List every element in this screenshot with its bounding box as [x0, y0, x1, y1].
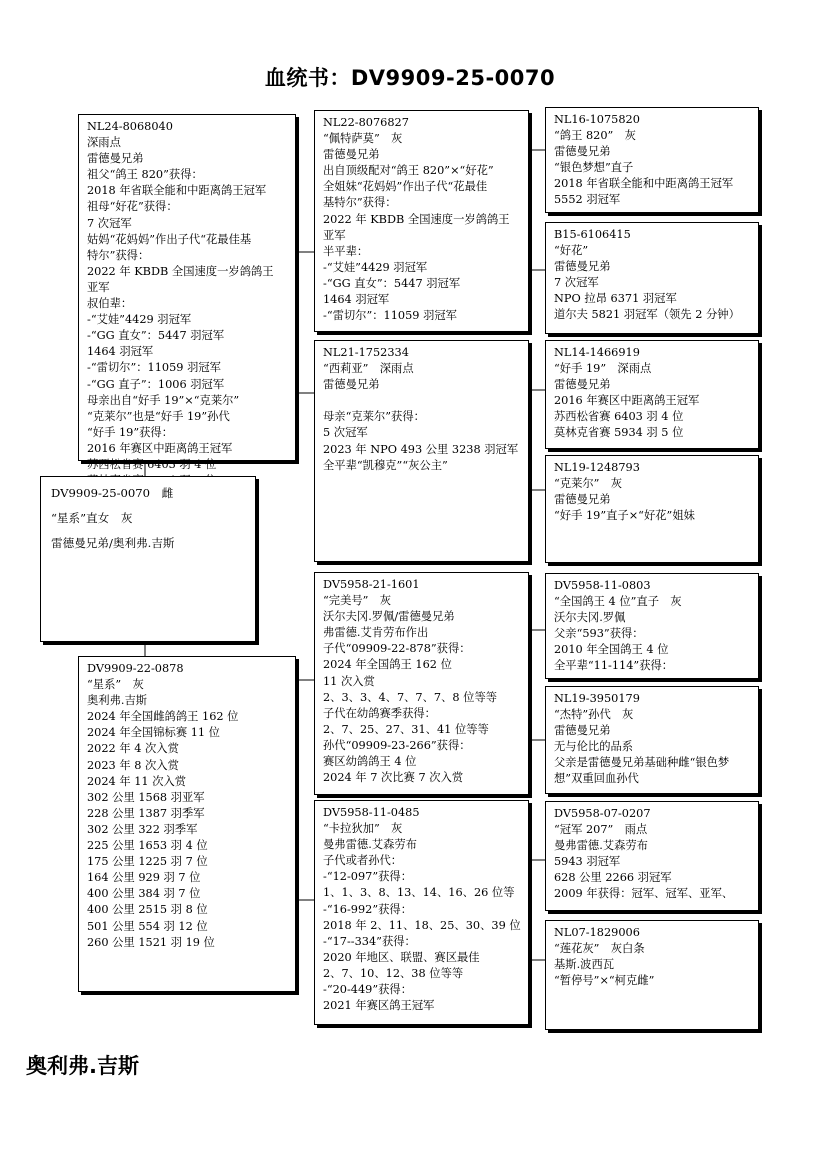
- pedigree-line: 2024 年全国鸽王 162 位: [323, 658, 452, 672]
- pedigree-line: 赛区幼鸽鸽王 4 位: [323, 755, 417, 769]
- g3-8-lines: [554, 925, 752, 989]
- pedigree-line: 2009 年获得：冠军、冠军、亚军、: [554, 887, 734, 901]
- pedigree-line: 1、1、3、8、13、14、16、26 位等: [323, 886, 515, 900]
- g3-4-lines: [554, 460, 752, 524]
- pedigree-line: 父亲“593”获得：: [554, 627, 644, 641]
- pedigree-line: 苏西松省赛 6403 羽 4 位: [554, 410, 684, 424]
- pedigree-line: 2016 年赛区中距离鸽王冠军: [554, 394, 700, 408]
- pedigree-line: 亚军: [323, 228, 346, 242]
- pedigree-line: NL19-1248793: [554, 461, 640, 474]
- pedigree-line: 400 公里 384 羽 7 位: [87, 887, 201, 901]
- pedigree-line: 302 公里 1568 羽亚军: [87, 790, 205, 804]
- pedigree-line: “克莱尔” 灰: [554, 477, 623, 491]
- pedigree-line: 雷德曼兄弟: [554, 260, 611, 274]
- pedigree-line: 5943 羽冠军: [554, 855, 621, 869]
- pedigree-line: 基斯.波西瓦: [554, 958, 615, 972]
- g3-7-lines: [554, 806, 752, 903]
- pedigree-line: DV5958-07-0207: [554, 807, 651, 820]
- dam-lines: [87, 661, 289, 951]
- pedigree-line: 半平辈：: [323, 244, 369, 258]
- pedigree-line: -“GG 直女”：5447 羽冠军: [323, 276, 461, 290]
- dam-sire-lines: [323, 577, 522, 786]
- g3-3-lines: [554, 345, 752, 442]
- pedigree-line: 道尔夫 5821 羽冠军（领先 2 分钟）: [554, 308, 740, 322]
- pedigree-line: 雷德曼兄弟: [323, 148, 380, 162]
- g3-5-lines: [554, 578, 752, 675]
- pedigree-line: 2024 年 7 次比赛 7 次入赏: [323, 771, 464, 785]
- pedigree-line: [323, 393, 522, 409]
- pedigree-line: 全平辈“凯穆克”“灰公主”: [323, 458, 448, 472]
- pedigree-line: 628 公里 2266 羽冠军: [554, 871, 672, 885]
- pedigree-line: 祖父“鸽王 820”获得：: [87, 168, 203, 182]
- pedigree-line: 深雨点: [87, 136, 121, 150]
- sire-sire-lines: [323, 115, 522, 324]
- pedigree-line: “鸽王 820” 灰: [554, 129, 636, 143]
- pedigree-line: 雷德曼兄弟: [554, 378, 611, 392]
- pedigree-box-dam-dam: [314, 800, 529, 1025]
- pedigree-box-sire: [78, 114, 296, 471]
- pedigree-line: B15-6106415: [554, 228, 631, 241]
- pedigree-line: NL24-8068040: [87, 120, 173, 133]
- pedigree-line: “冠军 207” 雨点: [554, 823, 648, 837]
- pedigree-line: DV5958-21-1601: [323, 578, 420, 591]
- pedigree-box-sire-dam: [314, 340, 529, 562]
- pedigree-line: “星系” 灰: [87, 678, 144, 692]
- pedigree-line: 2023 年 NPO 493 公里 3238 羽冠军: [323, 442, 519, 456]
- sire-dam-lines: [323, 345, 522, 474]
- pedigree-line: 莫林克省赛 5934 羽 5 位: [554, 426, 684, 440]
- pedigree-box-g3-7: [545, 801, 759, 911]
- pedigree-line: 雷德曼兄弟: [554, 724, 611, 738]
- pedigree-line: 2018 年省联全能和中距离鸽王冠军: [554, 177, 734, 191]
- pedigree-box-dam: [78, 656, 296, 992]
- pedigree-line: “西莉亚” 深雨点: [323, 362, 414, 376]
- pedigree-line: 2016 年赛区中距离鸽王冠军: [87, 441, 233, 455]
- sire-lines: [87, 119, 289, 489]
- pedigree-line: 11 次入赏: [323, 674, 375, 688]
- pedigree-line: 2022 年 KBDB 全国速度一岁鸽鸽王: [87, 264, 274, 278]
- pedigree-line: “佩特萨莫” 灰: [323, 132, 403, 146]
- pedigree-box-g3-5: [545, 573, 759, 679]
- pedigree-line: 子代“09909-22-878”获得：: [323, 642, 471, 656]
- pedigree-line: 想”双重回血孙代: [554, 772, 639, 786]
- pedigree-line: 孙代“09909-23-266”获得：: [323, 738, 471, 752]
- subject-breeder: 雷德曼兄弟/奥利弗.吉斯: [51, 536, 175, 551]
- pedigree-line: NPO 拉昂 6371 羽冠军: [554, 292, 677, 306]
- pedigree-line: 2021 年赛区鸽王冠军: [323, 999, 435, 1013]
- pedigree-line: -“16-992”获得：: [323, 902, 413, 916]
- pedigree-line: NL14-1466919: [554, 346, 640, 359]
- pedigree-line: 子代在幼鸽赛季获得：: [323, 706, 436, 720]
- pedigree-line: “银色梦想”直子: [554, 161, 634, 175]
- pedigree-line: -“雷切尔”：11059 羽冠军: [323, 309, 457, 323]
- pedigree-line: 2022 年 KBDB 全国速度一岁鸽鸽王: [323, 212, 510, 226]
- pedigree-line: DV9909-22-0878: [87, 662, 184, 675]
- pedigree-line: “完美号” 灰: [323, 594, 392, 608]
- pedigree-line: NL22-8076827: [323, 116, 409, 129]
- pedigree-box-g3-8: [545, 920, 759, 1030]
- pedigree-line: -“艾娃”4429 羽冠军: [87, 313, 192, 327]
- subject-name: “星系”直女 灰: [51, 511, 133, 526]
- pedigree-line: 姑妈“花妈妈”作出子代“花最佳基: [87, 232, 252, 246]
- pedigree-line: 基特尔”获得：: [323, 196, 397, 210]
- pedigree-line: 2024 年 11 次入赏: [87, 774, 187, 788]
- pedigree-line: 全姐妹“花妈妈”作出子代“花最佳: [323, 180, 488, 194]
- pedigree-line: 曼弗雷德.艾森劳布: [323, 838, 417, 852]
- pedigree-line: 501 公里 554 羽 12 位: [87, 919, 208, 933]
- pedigree-line: 2018 年省联全能和中距离鸽王冠军: [87, 184, 267, 198]
- pedigree-line: -“雷切尔”：11059 羽冠军: [87, 361, 221, 375]
- pedigree-line: “莲花灰” 灰白条: [554, 942, 645, 956]
- pedigree-line: 260 公里 1521 羽 19 位: [87, 935, 215, 949]
- breeder-name-footer: 奥利弗.吉斯: [26, 1054, 139, 1078]
- pedigree-line: “暂停号”×“柯克雌”: [554, 974, 655, 988]
- pedigree-line: 出自顶级配对“鸽王 820”×“好花”: [323, 164, 494, 178]
- pedigree-line: -“12-097”获得：: [323, 870, 413, 884]
- pedigree-line: 2024 年全国锦标赛 11 位: [87, 726, 220, 740]
- pedigree-line: 2、3、3、4、7、7、7、8 位等等: [323, 690, 498, 704]
- pedigree-line: NL07-1829006: [554, 926, 640, 939]
- pedigree-line: 164 公里 929 羽 7 位: [87, 871, 201, 885]
- pedigree-line: 5 次冠军: [323, 426, 368, 440]
- pedigree-line: “全国鸽王 4 位”直子 灰: [554, 595, 682, 609]
- pedigree-box-dam-sire: [314, 572, 529, 795]
- pedigree-line: 2022 年 4 次入赏: [87, 742, 179, 756]
- pedigree-line: 叔伯辈：: [87, 297, 133, 311]
- pedigree-line: -“20-449”获得：: [323, 983, 413, 997]
- pedigree-line: “好花”: [554, 244, 589, 258]
- pedigree-line: 2023 年 8 次入赏: [87, 758, 179, 772]
- pedigree-box-g3-2: [545, 222, 759, 334]
- pedigree-line: 雷德曼兄弟: [554, 493, 611, 507]
- page-title: 血统书：DV9909-25-0070: [264, 66, 556, 90]
- pedigree-line: 特尔”获得：: [87, 248, 150, 262]
- pedigree-line: 400 公里 2515 羽 8 位: [87, 903, 208, 917]
- pedigree-line: 2024 年全国雌鸽鸽王 162 位: [87, 710, 239, 724]
- pedigree-line: 弗雷德.艾肯劳布作出: [323, 626, 429, 640]
- pedigree-line: -“艾娃”4429 羽冠军: [323, 260, 428, 274]
- pedigree-line: NL19-3950179: [554, 692, 640, 705]
- g3-1-lines: [554, 112, 752, 209]
- pedigree-line: 2010 年全国鸽王 4 位: [554, 643, 669, 657]
- pedigree-line: “卡拉狄加” 灰: [323, 822, 403, 836]
- g3-2-lines: [554, 227, 752, 324]
- pedigree-line: 2018 年 2、11、18、25、30、39 位: [323, 918, 521, 932]
- pedigree-line: 雷德曼兄弟: [554, 145, 611, 159]
- pedigree-box-g3-6: [545, 686, 759, 794]
- pedigree-line: 228 公里 1387 羽季军: [87, 806, 205, 820]
- pedigree-box-g3-1: [545, 107, 759, 213]
- pedigree-line: 母亲“克莱尔”获得：: [323, 410, 425, 424]
- pedigree-line: -“GG 直子”：1006 羽冠军: [87, 377, 225, 391]
- pedigree-line: 全平辈“11-114”获得：: [554, 659, 674, 673]
- pedigree-line: 175 公里 1225 羽 7 位: [87, 855, 208, 869]
- pedigree-line: 2020 年地区、联盟、赛区最佳: [323, 950, 480, 964]
- pedigree-line: 曼弗雷德.艾森劳布: [554, 839, 648, 853]
- pedigree-line: 祖母“好花”获得：: [87, 200, 178, 214]
- pedigree-line: 5552 羽冠军: [554, 193, 621, 207]
- pedigree-line: 1464 羽冠军: [323, 293, 390, 307]
- pedigree-line: 沃尔夫冈.罗佩/雷德曼兄弟: [323, 610, 455, 624]
- pedigree-line: 225 公里 1653 羽 4 位: [87, 839, 208, 853]
- pedigree-line: 无与伦比的品系: [554, 740, 634, 754]
- subject-ring-number: DV9909-25-0070 雌: [51, 486, 174, 500]
- pedigree-line: 1464 羽冠军: [87, 345, 154, 359]
- pedigree-line: 奥利弗.吉斯: [87, 694, 148, 708]
- pedigree-line: 7 次冠军: [554, 276, 599, 290]
- pedigree-line: 雷德曼兄弟: [87, 152, 144, 166]
- pedigree-line: 母亲出自“好手 19”×“克莱尔”: [87, 393, 240, 407]
- pedigree-line: NL21-1752334: [323, 346, 409, 359]
- pedigree-line: 雷德曼兄弟: [323, 378, 380, 392]
- pedigree-line: DV5958-11-0803: [554, 579, 651, 592]
- pedigree-line: 子代或者孙代：: [323, 854, 403, 868]
- pedigree-line: -“GG 直女”：5447 羽冠军: [87, 329, 225, 343]
- pedigree-line: 2、7、10、12、38 位等等: [323, 966, 464, 980]
- pedigree-line: 302 公里 322 羽季军: [87, 822, 198, 836]
- pedigree-box-g3-4: [545, 455, 759, 563]
- pedigree-line: “杰特”孙代 灰: [554, 708, 634, 722]
- g3-6-lines: [554, 691, 752, 788]
- pedigree-line: “克莱尔”也是“好手 19”孙代: [87, 409, 230, 423]
- pedigree-line: DV5958-11-0485: [323, 806, 420, 819]
- pedigree-box-g3-3: [545, 340, 759, 449]
- pedigree-line: -“17--334”获得：: [323, 934, 416, 948]
- pedigree-line: 父亲是雷德曼兄弟基础种雌“银色梦: [554, 756, 730, 770]
- pedigree-box-subject: [40, 476, 256, 642]
- pedigree-line: 2、7、25、27、31、41 位等等: [323, 722, 489, 736]
- pedigree-line: “好手 19”获得：: [87, 425, 174, 439]
- pedigree-line: “好手 19”直子×“好花”姐妹: [554, 509, 695, 523]
- pedigree-box-sire-sire: [314, 110, 529, 332]
- pedigree-line: 苏西松省赛 6403 羽 4 位: [87, 457, 217, 471]
- pedigree-line: 7 次冠军: [87, 216, 132, 230]
- pedigree-line: 亚军: [87, 280, 110, 294]
- pedigree-line: 沃尔夫冈.罗佩: [554, 611, 626, 625]
- pedigree-line: “好手 19” 深雨点: [554, 362, 652, 376]
- pedigree-line: NL16-1075820: [554, 113, 640, 126]
- dam-dam-lines: [323, 805, 522, 1014]
